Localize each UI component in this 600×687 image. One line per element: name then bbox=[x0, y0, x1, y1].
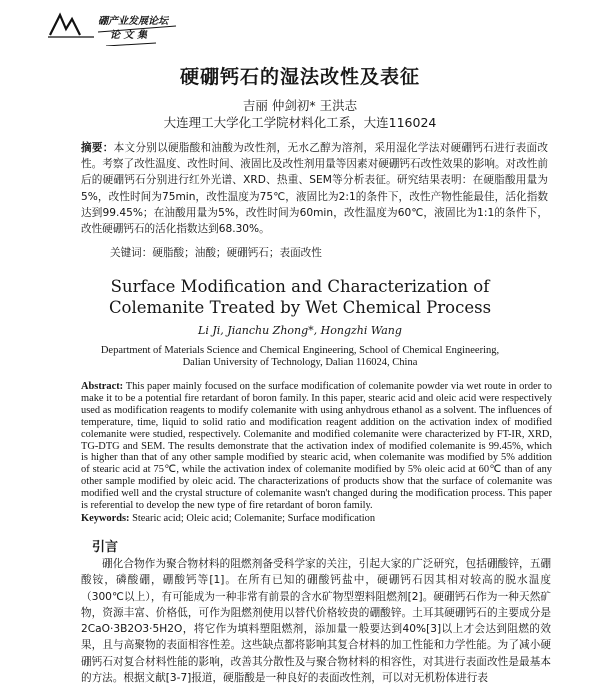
affiliation-cn: 大连理工大学化工学院材料化工系，大连116024 bbox=[163, 115, 437, 130]
paper-title-en-line1: Surface Modification and Characterization of bbox=[110, 277, 490, 296]
series-title: 硼产业发展论坛 bbox=[98, 16, 168, 27]
abstract-cn bbox=[81, 140, 548, 237]
affiliation-en-line1: Department of Materials Science and Chemical Engineering, School of Chemical Engineering, bbox=[100, 345, 500, 356]
abstract-en-label: Abstract: bbox=[81, 381, 124, 392]
keywords-en-label: Keywords: bbox=[81, 513, 130, 524]
paper-title-cn: 硬硼钙石的湿法改性及表征 bbox=[179, 66, 420, 88]
abstract-cn-text: 本文分别以硬脂酸和油酸为改性剂，无水乙醇为溶剂，采用湿化学法对硬硼钙石进行表面改性。考察了改性温度、改性时间、液固比及改性剂用量等因素对硬硼钙石改性效果的影响。对改性前后的硬硼钙石分别进行红外光谱、XRD、热重、SEM等分析表征。研究结果表明：在硬脂酸用量为5%，改性时间为75min，改性温度为75℃，液固比为2:1的条件下，改性产物性能最佳，活化指数达到99.45%；在油酸用量为5%，改性时间为60min，改性温度为60℃，液固比为1:1的条件下，改性硬硼钙石的活化指数达到68.30%。 bbox=[81, 142, 549, 236]
keywords-en bbox=[81, 513, 552, 524]
affiliation-en-line2: Dalian University of Technology, Dalian 116024, China bbox=[182, 357, 418, 368]
authors-en: Li Ji, Jianchu Zhong*, Hongzhi Wang bbox=[198, 324, 402, 337]
affiliation-en bbox=[0, 345, 600, 369]
paper-title-en-line2: Colemanite Treated by Wet Chemical Process bbox=[108, 298, 492, 317]
series-subtitle: 论 文 集 bbox=[110, 30, 147, 41]
authors-cn: 吉丽 仲剑初* 王洪志 bbox=[242, 98, 358, 113]
keywords-en-text: Stearic acid; Oleic acid; Colemanite; Surface modification bbox=[132, 513, 376, 524]
keywords-cn: 关键词：硬脂酸；油酸；硬硼钙石；表面改性 bbox=[110, 247, 322, 259]
intro-paragraph: 硼化合物作为聚合物材料的阻燃剂备受科学家的关注，引起大家的广泛研究，包括硼酸锌，五硼酸铵，磷酸硼，硼酸钙等[1]。在所有已知的硼酸钙盐中，硬硼钙石因其相对较高的脱水温度（300℃以上），有可能成为一种非常有前景的含水矿物型塑料阻燃剂[2]。硬硼钙石作为一种天然矿物，资源丰富、价格低，可作为阻燃剂使用以替代价格较贵的硼酸锌。土耳其硬硼钙石的主要成分是2CaO·3B2O3·5H2O，将它作为填料塑阻燃剂，添加量一般要达到40%[3]以上才会达到阻燃的效果，且与高聚物的表面相容性差。这些缺点都将影响其复合材料的加工性能和力学性能。为了减小硬硼钙石对复合材料性能的影响，改善其分散性及与聚合物材料的相容性，对其进行表面改性是最基本的方法。根据文献[3-7]报道，硬脂酸是一种良好的表面改性剂，可以对无机粉体进行表 bbox=[81, 558, 551, 685]
abstract-cn-label: 摘要： bbox=[81, 142, 114, 154]
section-heading-intro: 引言 bbox=[92, 540, 119, 555]
abstract-en-text: This paper mainly focused on the surface modification of colemanite powder via wet route in order to make it to be a potential fire retardant of boron family. In this paper, stearic acid and oleic acid were respectively used as modification reagents to modify colemanite with using anhydrous ethanol as a solvent. The influences of temperature, time, liquid to solid ratio and modification reagent addition on the activation index of modified colemanite were studied, respectively. Colemanite and modified colemanite were characterized by FT-IR, XRD, TG-DTG and SEM. The results demonstrate that the activation index of modified colemanite is 99.45%, which is higher than that of any other sample modified by stearic acid, when colemanite was modified by 5% addition of stearic acid at 75℃, while the activation index of colemanite modified by 5% oleic acid at 60℃ than of any other sample modified by oleic acid. The characterizations of products show that the surface of colemanite was modified well and the crystal structure of colemanite wasn't changed during the modification process. This paper is referential to develop the new type of fire retardant of boron family. bbox=[81, 381, 552, 512]
abstract-en bbox=[81, 381, 552, 512]
paper-title-en bbox=[0, 276, 600, 318]
